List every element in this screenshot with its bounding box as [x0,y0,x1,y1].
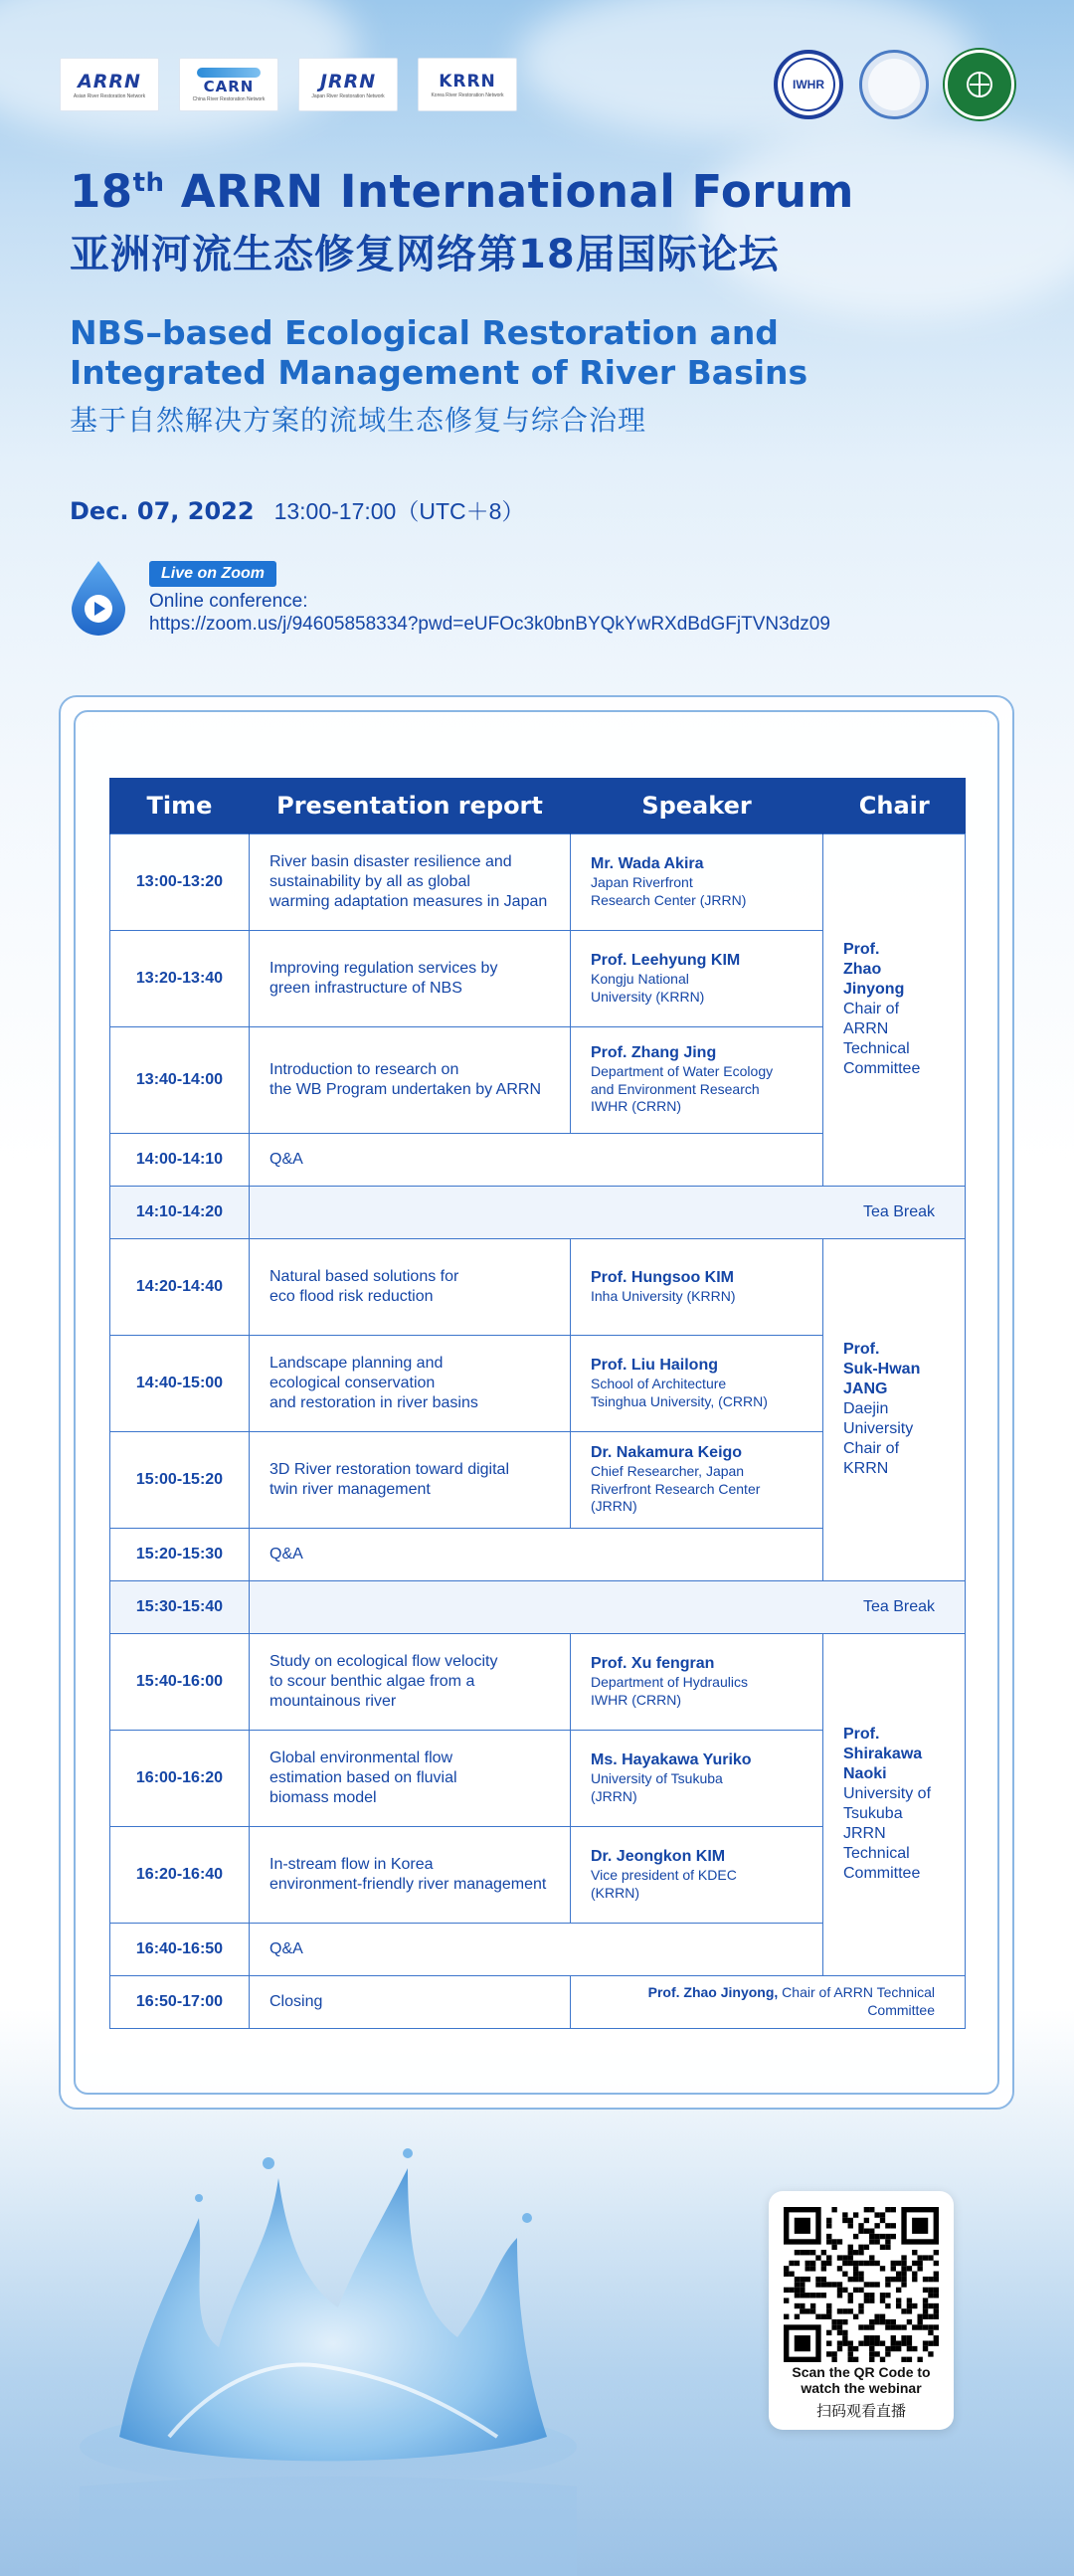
header-speaker: Speaker [571,778,823,833]
table-row: 14:20-14:40 Natural based solutions for eco flood risk reduction Prof. Hungsoo KIM Inha University (KRRN) Prof. Suk-Hwan JANG Daejin University Chair of KRRN [110,1238,966,1335]
qr-code-icon[interactable] [784,2207,939,2362]
krrn-logo: KRRN Korea River Restoration Network [418,58,517,111]
tea-break-row: 15:30-15:40 Tea Break [110,1580,966,1633]
table-row: 15:00-15:20 3D River restoration toward digital twin river management Dr. Nakamura Keigo Chief Researcher, Japan Riverfront Research Center (JRRN) [110,1431,966,1528]
event-date: Dec. 07, 2022 [70,497,255,525]
qr-code-panel [769,2191,954,2430]
table-header [110,778,966,833]
institution-seals [774,50,1014,119]
table-row: 13:20-13:40 Improving regulation services by green infrastructure of NBS Prof. Leehyung KIM Kongju National University (KRRN) [110,930,966,1026]
table-row: 15:20-15:30 Q&A [110,1528,966,1580]
blue-seal-icon [859,50,929,119]
theme-title-cn: 基于自然解决方案的流域生态修复与综合治理 [70,404,647,437]
zoom-link[interactable]: https://zoom.us/j/94605858334?pwd=eUFOc3k0bnBYQkYwRXdBdGFjTVN3dz09 [149,613,830,635]
qr-label-cn: 扫码观看直播 [815,2402,906,2420]
wave-icon [197,68,261,78]
table-row: 13:40-14:00 Introduction to research on the WB Program undertaken by ARRN Prof. Zhang Jing Department of Water Ecology and Environment Research IWHR (CRRN) [110,1026,966,1133]
carn-logo: CARN China River Restoration Network [179,58,278,111]
partner-logos [60,58,517,111]
chair-cell: Prof. Shirakawa Naoki University of Tsukuba JRRN Technical Committee [823,1633,966,1975]
header-report: Presentation report [250,778,571,833]
green-seal-icon [945,50,1014,119]
chair-cell: Prof. Suk-Hwan JANG Daejin University Chair of KRRN [823,1238,966,1580]
arrn-logo: ARRN Asian River Restoration Network [60,58,159,111]
table-row: 13:00-13:20 River basin disaster resilience and sustainability by all as global warming adaptation measures in Japan Mr. Wada Akira Japan Riverfront Research Center (JRRN) Prof. Zhao Jinyong Chair of ARRN Technical Committee [110,833,966,930]
table-row: 16:00-16:20 Global environmental flow estimation based on fluvial biomass model Ms. Hayakawa Yuriko University of Tsukuba (JRRN) [110,1730,966,1826]
closing-row: 16:50-17:00 Closing Prof. Zhao Jinyong, Chair of ARRN Technical Committee [110,1975,966,2028]
event-time: 13:00-17:00（UTC＋8） [273,498,525,524]
forum-title-en: 18th ARRN International Forum [70,165,854,218]
table-row: 15:40-16:00 Study on ecological flow velocity to scour benthic algae from a mountainous river Prof. Xu fengran Department of Hydraulics IWHR (CRRN) Prof. Shirakawa Naoki University of Tsukuba JRRN Technical Committee [110,1633,966,1730]
chair-cell: Prof. Zhao Jinyong Chair of ARRN Technical Committee [823,833,966,1186]
water-splash-image [80,2138,577,2576]
forum-title-cn: 亚洲河流生态修复网络第18届国际论坛 [70,231,780,277]
jrrn-logo: JRRN Japan River Restoration Network [298,58,398,111]
theme-title-en: NBS–based Ecological Restoration and Integrated Management of River Basins [70,312,808,392]
iwhr-seal-icon: IWHR [774,50,843,119]
header-chair: Chair [823,778,966,833]
zoom-drop-icon [68,559,129,637]
table-row: 16:20-16:40 In-stream flow in Korea environment-friendly river management Dr. Jeongkon KIM Vice president of KDEC (KRRN) [110,1826,966,1923]
tea-break-row: 14:10-14:20 Tea Break [110,1186,966,1238]
header-time: Time [110,778,250,833]
table-row: 14:40-15:00 Landscape planning and ecological conservation and restoration in river basins Prof. Liu Hailong School of Architecture Tsinghua University, (CRRN) [110,1335,966,1431]
table-row: 16:40-16:50 Q&A [110,1923,966,1975]
qr-label: Scan the QR Code to watch the webinar [792,2364,931,2397]
date-line [70,493,524,526]
table-row: 14:00-14:10 Q&A [110,1133,966,1186]
live-on-zoom-badge: Live on Zoom [149,561,276,587]
title-block [70,167,854,439]
schedule-table [109,778,966,2029]
online-conference: Online conference: https://zoom.us/j/94605858334?pwd=eUFOc3k0bnBYQkYwRXdBdGFjTVN3dz09 [149,591,830,635]
